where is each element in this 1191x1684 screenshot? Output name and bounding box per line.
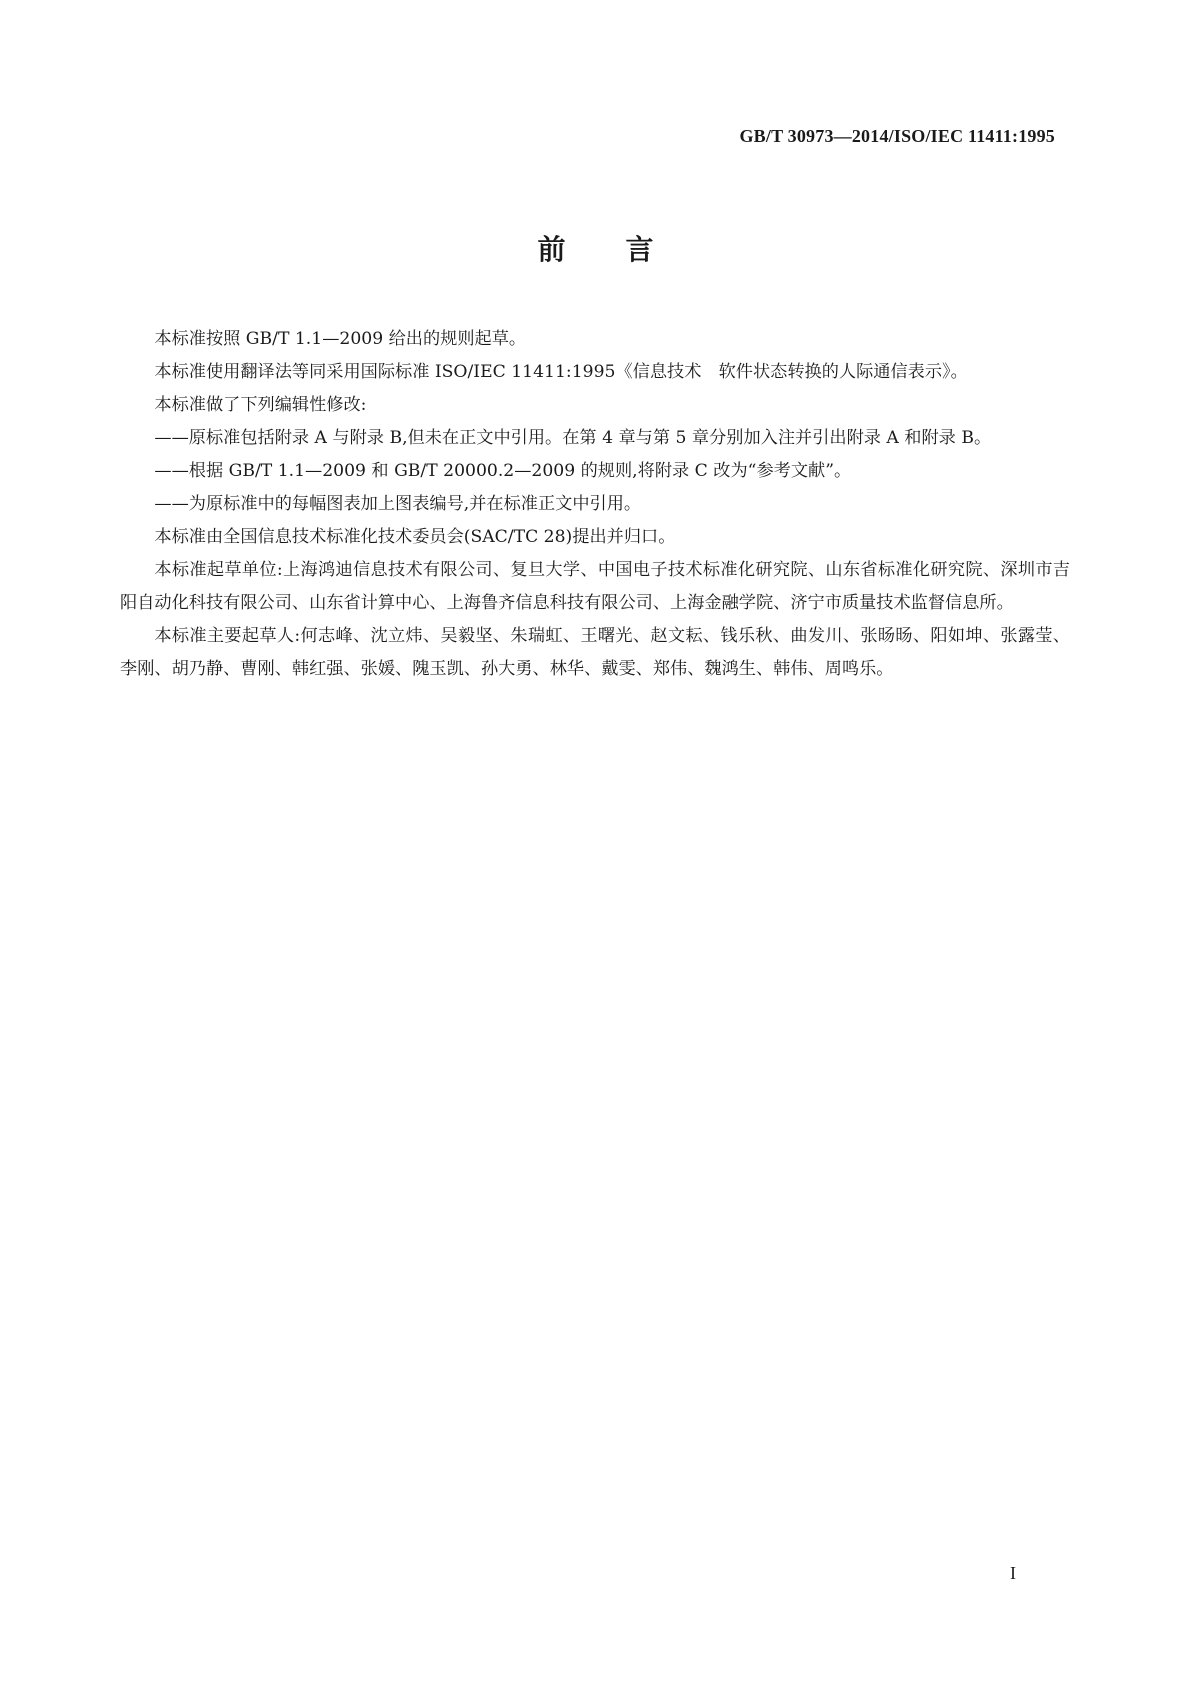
list-item-annex-reference: ——原标准包括附录 A 与附录 B,但未在正文中引用。在第 4 章与第 5 章分别加入注并引出附录 A 和附录 B。: [154, 428, 992, 448]
page-title: 前言: [537, 233, 714, 266]
foreword-body: [120, 323, 1070, 686]
paragraph-proposer: 本标准由全国信息技术标准化技术委员会(SAC/TC 28)提出并归口。: [154, 527, 676, 547]
standard-number-header: GB/T 30973—2014/ISO/IEC 11411:1995: [739, 126, 1055, 146]
list-item-figure-numbering: ——为原标准中的每幅图表加上图表编号,并在标准正文中引用。: [154, 494, 642, 514]
paragraph-editorial-changes: 本标准做了下列编辑性修改:: [154, 395, 367, 415]
paragraph-drafting-organizations: 本标准起草单位:上海鸿迪信息技术有限公司、复旦大学、中国电子技术标准化研究院、山东省标准化研究院、深圳市吉阳自动化科技有限公司、山东省计算中心、上海鲁齐信息科技有限公司、上海金融学院、济宁市质量技术监督信息所。: [120, 560, 1070, 613]
page-number: I: [1010, 1563, 1016, 1583]
paragraph-drafting-rules: 本标准按照 GB/T 1.1—2009 给出的规则起草。: [154, 329, 527, 349]
paragraph-adoption-method: 本标准使用翻译法等同采用国际标准 ISO/IEC 11411:1995《信息技术 软件状态转换的人际通信表示》。: [154, 362, 968, 382]
list-item-bibliography: ——根据 GB/T 1.1—2009 和 GB/T 20000.2—2009 的规则,将附录 C 改为“参考文献”。: [154, 461, 852, 481]
paragraph-drafters: 本标准主要起草人:何志峰、沈立炜、吴毅坚、朱瑞虹、王曙光、赵文耘、钱乐秋、曲发川、张旸旸、阳如坤、张露莹、李刚、胡乃静、曹刚、韩红强、张媛、隗玉凯、孙大勇、林华、戴雯、郑伟、魏鸿生、韩伟、周鸣乐。: [120, 626, 1070, 679]
